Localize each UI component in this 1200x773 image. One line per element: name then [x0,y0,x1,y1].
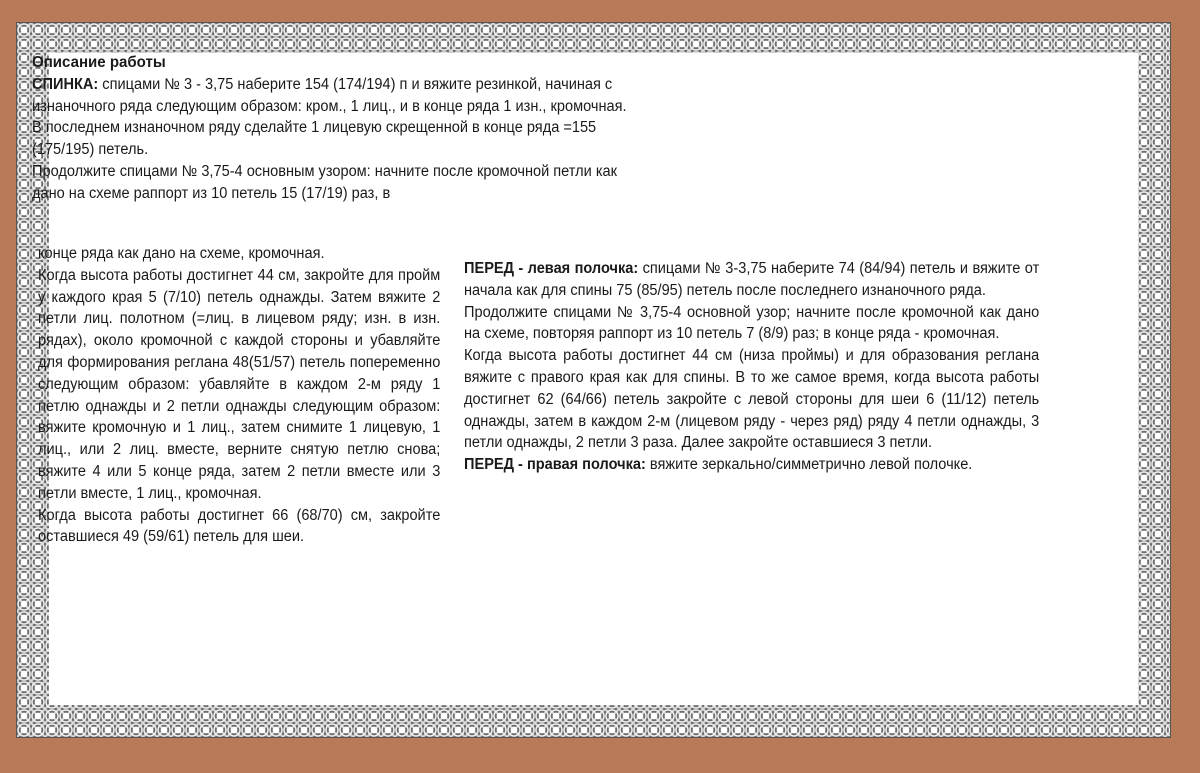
back-neck-text: Когда высота работы достигнет 66 (68/70) см, закройте оставшиеся 49 (59/61) петель для шеи. [38,506,441,546]
back-armhole-text: Когда высота работы достигнет 44 см, закройте для пройм у каждого края 5 (7/10) петель однажды. Затем вяжите 2 петли лиц. полотном (=лиц. в лицевом ряду; изн. в изн. рядах), около кромочной с каждой стороны и убавляйте для формирования реглана 48(51/57) петель попеременно следующим образом: убавляйте в каждом 2-м ряду 1 петлю однажды и 2 петли однажды следующим образом: вяжите кромочную и 1 лиц., затем снимите 1 лицевую, 1 лиц., или 2 лиц. вместе, верните снятую петлю снова; вяжите 4 или 5 конце ряда, затем 2 петли вместе или 3 петли вместе, 1 лиц., кромочная. [38,266,441,502]
back-section-continued [38,243,440,548]
document-title: Описание работы [32,54,166,71]
front-section [464,258,1039,476]
front-left-cast-on-text: спицами № 3-3,75 наберите 74 (84/94) петель и вяжите от начала как для спины 75 (85/95) петель после последнего изнаночного ряда. [464,260,1040,299]
back-label: СПИНКА: [32,75,99,93]
front-left-shaping-text: Когда высота работы достигнет 44 см (низа проймы) и для образования реглана вяжите с правого края как для спины. В то же самое время, когда высота работы достигнет 62 (64/66) петель закройте с левой стороны для шеи 6 (11/12) петель однажды, затем в каждом 2-м (лицевом ряду - через ряд) ряду 4 петли однажды, 3 петли однажды, 2 петли 3 раза. Далее закройте оставшиеся 3 петли. [464,347,1040,452]
back-pattern-text: Продолжите спицами № 3,75-4 основным узором: начните после кромочной петли как дано на схеме раппорт из 10 петель 15 (17/19) раз, в [32,162,618,202]
front-left-pattern-text: Продолжите спицами № 3,75-4 основной узор; начните после кромочной как дано на схеме, повторяя раппорт из 10 петель 7 (8/9) раз; в конце ряда - кромочная. [464,303,1040,343]
front-right-text: вяжите зеркально/симметрично левой полочке. [649,456,973,474]
back-pattern-end-text: конце ряда как дано на схеме, кромочная. [38,245,325,262]
back-cast-on-text: спицами № 3 - 3,75 наберите 154 (174/194) п и вяжите резинкой, начиная с изнаночного ряда следующим образом: кром., 1 лиц., и в конце ряда 1 изн., кромочная. В последнем изнаночном ряду сделайте 1 лицевую скрещенной в конце ряда =155 (175/195) петель. [32,75,627,159]
front-right-label: ПЕРЕД - правая полочка: [464,456,646,474]
back-section [32,52,634,205]
front-left-label: ПЕРЕД - левая полочка: [464,260,639,277]
